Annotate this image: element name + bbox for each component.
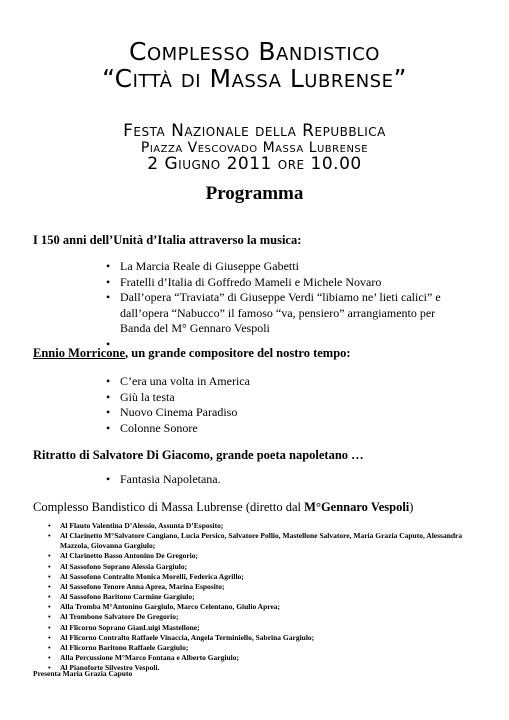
musician-item: • Al Pianoforte Silvestro Vespoli. bbox=[48, 663, 488, 673]
list-item: • Giù la testa bbox=[106, 390, 456, 406]
section-list-morricone bbox=[106, 374, 456, 436]
list-item: • Fratelli d’Italia di Goffredo Mameli e Michele Novaro bbox=[106, 275, 456, 291]
musician-item: • Al Flicorno Contralto Raffaele Vinaccia, Angela Terminiello, Sabrina Gargiulo; bbox=[48, 633, 488, 643]
section-list-unita bbox=[106, 259, 456, 337]
musician-item: • Al Flauto Valentina D’Alessio, Assunta D’Esposito; bbox=[48, 521, 488, 531]
musician-item: • Al Flicorno Soprano GianLuigi Mastellone; bbox=[48, 623, 488, 633]
band-name-line2: “Città di Massa Lubrense” bbox=[102, 64, 407, 93]
event-place: Piazza Vescovado Massa Lubrense bbox=[140, 140, 369, 156]
musician-item: • Al Sassofono Baritono Carmine Gargiulo; bbox=[48, 592, 488, 602]
musician-item: • Al Clarinetto Basso Antonino De Gregorio; bbox=[48, 551, 488, 561]
section-heading-unita: I 150 anni dell’Unità d’Italia attraverso la musica: bbox=[33, 233, 302, 247]
credits-prefix: Complesso Bandistico di Massa Lubrense (diretto dal bbox=[33, 500, 305, 514]
composer-name: Ennio Morricone bbox=[33, 346, 126, 360]
program-title: Programma bbox=[205, 183, 304, 204]
musician-item: • Al Flicorno Baritono Raffaele Gargiulo; bbox=[48, 643, 488, 653]
section-heading-text: , un grande compositore del nostro tempo: bbox=[125, 346, 351, 360]
list-item: • La Marcia Reale di Giuseppe Gabetti bbox=[106, 259, 456, 275]
section-heading-morricone bbox=[33, 346, 351, 361]
event-date: 2 Giugno 2011 ore 10.00 bbox=[147, 154, 362, 174]
credits-line bbox=[33, 500, 413, 515]
list-item: • Fantasia Napoletana. bbox=[106, 472, 456, 488]
band-name-line1: Complesso Bandistico bbox=[129, 37, 380, 66]
musician-item: • Al Trombone Salvatore De Gregorio; bbox=[48, 612, 488, 622]
list-item: • Colonne Sonore bbox=[106, 421, 456, 437]
section-list-digiacomo bbox=[106, 472, 456, 488]
section-heading-digiacomo: Ritratto di Salvatore Di Giacomo, grande poeta napoletano … bbox=[33, 448, 364, 462]
musician-item: • Al Sassofono Contralto Monica Morelli, Federica Agrillo; bbox=[48, 572, 488, 582]
director-name: M°Gennaro Vespoli bbox=[304, 500, 410, 514]
musician-item: • Al Clarinetto M°Salvatore Cangiano, Lucia Persico, Salvatore Pollio, Mastellone Salvatore, Maria Grazia Caputo, Alessandra Mazzola, Giovanna Gargiulo; bbox=[48, 531, 488, 551]
event-name: Festa Nazionale della Repubblica bbox=[123, 121, 386, 141]
list-item: • Dall’opera “Traviata” di Giuseppe Verdi “libiamo ne’ lieti calici” e dall’opera “Nabucco” il famoso “va, pensiero” arrangiamento per Banda del M° Gennaro Vespoli bbox=[106, 290, 456, 337]
presenter-line: Presenta Maria Grazia Caputo bbox=[33, 669, 133, 678]
credits-suffix: ) bbox=[409, 500, 414, 514]
musician-item: • Al Sassofono Tenore Anna Aprea, Marina Esposito; bbox=[48, 582, 488, 592]
musician-item: • Alla Tromba M°Antonino Gargiulo, Marco Celentano, Giulio Aprea; bbox=[48, 602, 488, 612]
musician-item: • Alla Percussione M°Marco Fontana e Alberto Gargiulo; bbox=[48, 653, 488, 663]
list-item: • Nuovo Cinema Paradiso bbox=[106, 405, 456, 421]
list-item: • C’era una volta in America bbox=[106, 374, 456, 390]
musician-item: • Al Sassofono Soprano Alessia Gargiulo; bbox=[48, 562, 488, 572]
musicians-list bbox=[48, 521, 488, 673]
